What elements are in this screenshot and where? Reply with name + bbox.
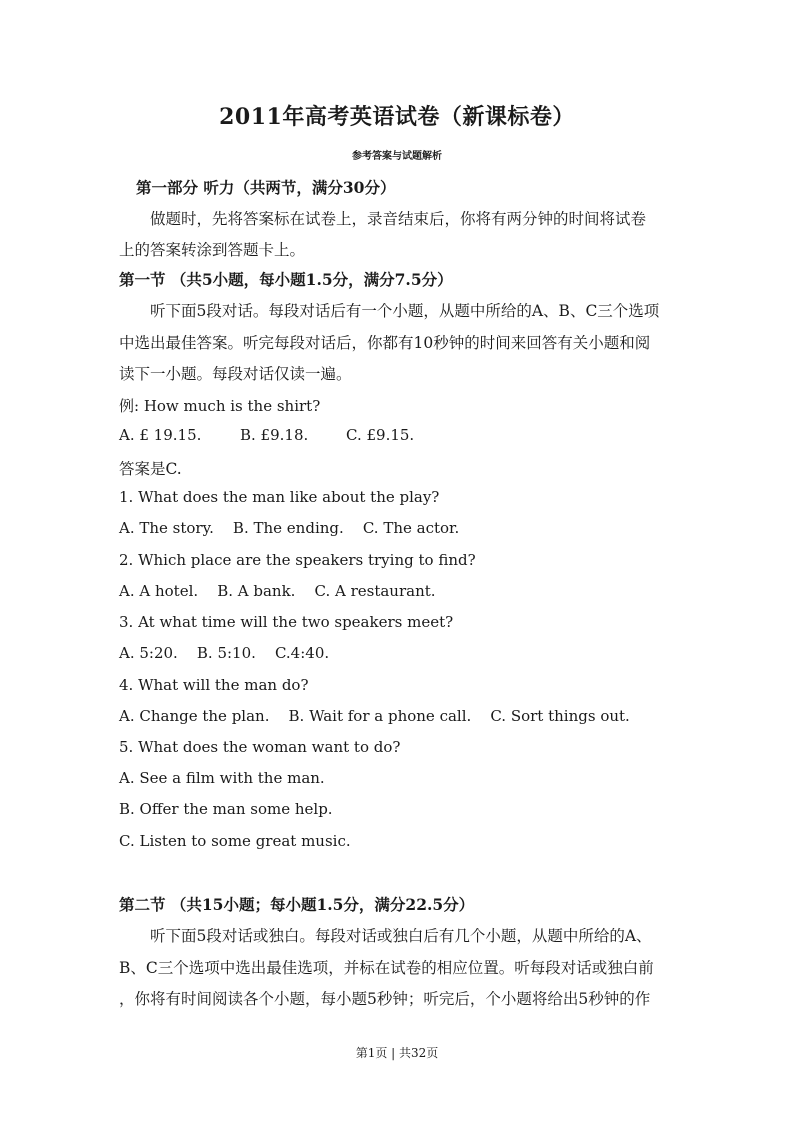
question-3: 3. At what time will the two speakers meet? xyxy=(119,613,454,631)
example-answer: 答案是C. xyxy=(119,460,182,478)
example-option-b: B. £9.18. xyxy=(240,426,309,444)
example-question: 例: How much is the shirt? xyxy=(119,397,321,415)
section2-line-3: ，你将有时间阅读各个小题，每小题5秒钟；听完后，个小题将给出5秒钟的作 xyxy=(119,990,651,1008)
question-1: 1. What does the man like about the play? xyxy=(119,488,440,506)
part1-heading: 第一部分 听力（共两节，满分30分） xyxy=(136,178,396,197)
section2-line-2: B、C三个选项中选出最佳选项，并标在试卷的相应位置。听每段对话或独白前 xyxy=(119,959,654,977)
question-5-option-a: A. See a film with the man. xyxy=(119,769,325,787)
question-5-option-c: C. Listen to some great music. xyxy=(119,832,351,850)
question-5-option-b: B. Offer the man some help. xyxy=(119,800,333,818)
page-subtitle: 参考答案与试题解析 xyxy=(352,151,442,162)
page-title: 2011年高考英语试卷（新课标卷） xyxy=(219,104,575,130)
question-4-options: A. Change the plan. B. Wait for a phone call. C. Sort things out. xyxy=(119,707,630,725)
question-5: 5. What does the woman want to do? xyxy=(119,738,401,756)
section1-heading: 第一节 （共5小题，每小题1.5分，满分7.5分） xyxy=(119,270,453,289)
question-2: 2. Which place are the speakers trying to find? xyxy=(119,551,476,569)
question-3-options: A. 5:20. B. 5:10. C.4:40. xyxy=(119,644,330,662)
intro-line-2: 上的答案转涂到答题卡上。 xyxy=(119,241,306,259)
question-4: 4. What will the man do? xyxy=(119,676,309,694)
page-footer: 第1页 | 共32页 xyxy=(355,1046,439,1060)
section1-line-3: 读下一小题。每段对话仅读一遍。 xyxy=(119,365,352,383)
section2-heading: 第二节 （共15小题；每小题1.5分，满分22.5分） xyxy=(119,895,475,914)
section1-line-1: 听下面5段对话。每段对话后有一个小题，从题中所给的A、B、C三个选项 xyxy=(150,302,660,320)
question-2-options: A. A hotel. B. A bank. C. A restaurant. xyxy=(119,582,436,600)
example-options xyxy=(119,426,414,444)
example-option-c: C. £9.15. xyxy=(346,426,415,444)
example-option-a: A. £ 19.15. xyxy=(119,426,202,444)
section1-line-2: 中选出最佳答案。听完每段对话后，你都有10秒钟的时间来回答有关小题和阅 xyxy=(119,334,651,352)
section2-line-1: 听下面5段对话或独白。每段对话或独白后有几个小题，从题中所给的A、 xyxy=(150,927,652,945)
intro-line-1: 做题时，先将答案标在试卷上，录音结束后，你将有两分钟的时间将试卷 xyxy=(150,210,647,228)
question-1-options: A. The story. B. The ending. C. The actor. xyxy=(119,519,460,537)
